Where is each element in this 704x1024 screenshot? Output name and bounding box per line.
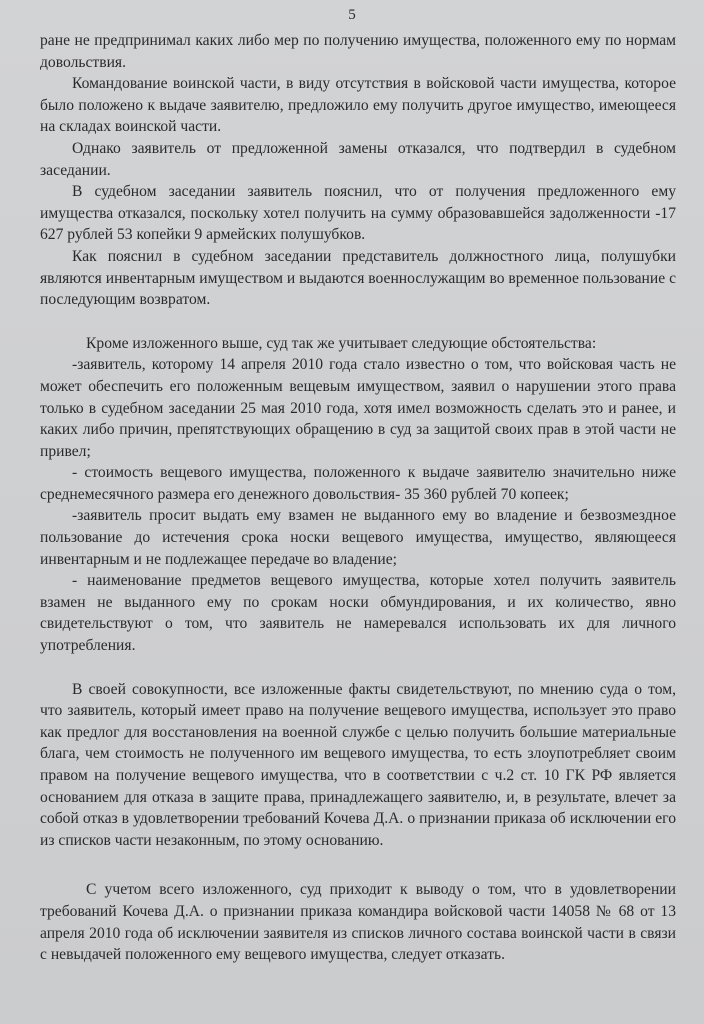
paragraph: Как пояснил в судебном заседании представитель должностного лица, полушубки являются инвентарным имуществом и выдаются военнослужащим во временное пользование с последующим возвратом. bbox=[40, 247, 676, 309]
list-item: -заявитель просит выдать ему взамен не выданного ему во владение и безвозмездное пользование до истечения срока носки вещевого имущества, имущество, являющееся инвентарным и не подлежащее передаче во владение; bbox=[40, 507, 676, 568]
document-body bbox=[40, 30, 676, 966]
paragraph: В судебном заседании заявитель пояснил, что от получения предложенного ему имущества отказался, поскольку хотел получить на сумму образовавшейся задолженности -17 627 рублей 53 копейки 9 армейских полушубков. bbox=[40, 183, 676, 244]
paragraph: С учетом всего изложенного, суд приходит к выводу о том, что в удовлетворении требований Кочева Д.А. о признании приказа командира войсковой части 14058 № 68 от 13 апреля 2010 года об исключении заявителя из списков личного состава воинской части в связи с невыдачей положенного ему вещевого имущества, следует отказать. bbox=[40, 881, 676, 964]
paragraph: Командование воинской части, в виду отсутствия в войсковой части имущества, которое было положено к выдаче заявителю, предложило ему получить другое имущество, имеющееся на складах воинской части. bbox=[40, 75, 676, 136]
page-number: 5 bbox=[348, 7, 356, 23]
list-item: - стоимость вещевого имущества, положенного к выдаче заявителю значительно ниже среднемесячного размера его денежного довольствия- 35 360 рублей 70 копеек; bbox=[40, 464, 676, 503]
paragraph: Однако заявитель от предложенной замены отказался, что подтвердил в судебном заседании. bbox=[40, 139, 676, 179]
list-item: -заявитель, которому 14 апреля 2010 года стало известно о том, что войсковая часть не может обеспечить его положенным вещевым имуществом, заявил о нарушении этого права только в судебном заседании 25 мая 2010 года, хотя имел возможность сделать это и ранее, и каких либо причин, препятствующих обращению в суд за защитой своих прав в этой части не привел; bbox=[40, 356, 676, 460]
paragraph: Кроме изложенного выше, суд так же учитывает следующие обстоятельства: bbox=[86, 334, 597, 352]
paragraph: ране не предпринимал каких либо мер по получению имущества, положенного ему по нормам довольствия. bbox=[40, 32, 676, 71]
paragraph: В своей совокупности, все изложенные факты свидетельствуют, по мнению суда о том, что заявитель, который имеет право на получение вещевого имущества, использует это право как предлог для восстановления на военной службе с целью получить большие материальные блага, чем стоимость не полученного им вещевого имущества, то есть злоупотребляет своим правом на получение вещевого имущества, что в соответствии с ч.2 ст. 10 ГК РФ является основанием для отказа в защите права, принадлежащего заявителю, и, в результате, влечет за собой отказ в удовлетворении требований Кочева Д.А. о признании приказа об исключении его из списков части незаконным, по этому основанию. bbox=[40, 680, 676, 849]
list-item: - наименование предметов вещевого имущества, которые хотел получить заявитель взамен не выданного ему по срокам носки обмундирования, и их количество, явно свидетельствуют о том, что заявитель не намеревался использовать их для личного употребления. bbox=[40, 572, 676, 655]
